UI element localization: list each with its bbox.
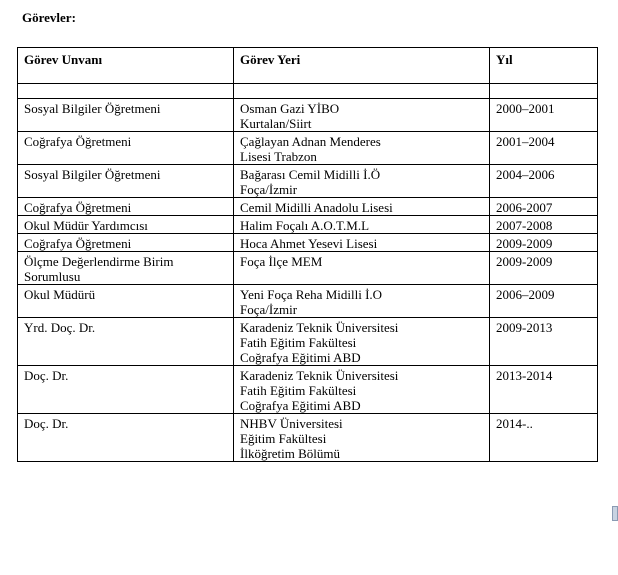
cell-title — [18, 165, 234, 198]
duties-table-body — [18, 84, 598, 462]
cell-year: 2001–2004 — [490, 132, 598, 165]
cell-title — [18, 252, 234, 285]
cell-title-line: Sosyal Bilgiler Öğretmeni — [24, 101, 161, 116]
cell-title-line: Sorumlusu — [24, 269, 81, 284]
table-row — [18, 99, 598, 132]
cell-title-line: Okul Müdürü — [24, 287, 96, 302]
cell-title-line: Coğrafya Öğretmeni — [24, 236, 132, 251]
cell-title — [18, 234, 234, 252]
cell-place-line: Cemil Midilli Anadolu Lisesi — [240, 200, 393, 215]
cell-year: 2009-2013 — [490, 318, 598, 366]
cell-place-line: NHBV Üniversitesi — [240, 416, 343, 431]
cell-place — [234, 198, 490, 216]
cell-place — [234, 132, 490, 165]
table-row — [18, 234, 598, 252]
table-row — [18, 366, 598, 414]
cell-title — [18, 414, 234, 462]
cell-place-line: Halim Foçalı A.O.T.M.L — [240, 218, 370, 233]
cell-title-line: Sosyal Bilgiler Öğretmeni — [24, 167, 161, 182]
cell-place — [234, 318, 490, 366]
table-row — [18, 318, 598, 366]
cell-year: 2006-2007 — [490, 198, 598, 216]
cell-year: 2006–2009 — [490, 285, 598, 318]
table-row — [18, 285, 598, 318]
cell-place — [234, 234, 490, 252]
cell-place-line: Fatih Eğitim Fakültesi — [240, 335, 357, 350]
cell-title-line: Yrd. Doç. Dr. — [24, 320, 96, 335]
cell-place — [234, 285, 490, 318]
cell-title-line: Doç. Dr. — [24, 416, 69, 431]
spacer-cell — [18, 84, 234, 99]
section-title: Görevler: — [22, 10, 76, 25]
spacer-cell — [234, 84, 490, 99]
scroll-handle[interactable] — [612, 506, 618, 521]
cell-place-line: Yeni Foça Reha Midilli İ.O — [240, 287, 383, 302]
cell-title — [18, 216, 234, 234]
cell-place-line: Karadeniz Teknik Üniversitesi — [240, 320, 399, 335]
table-row — [18, 414, 598, 462]
cell-place — [234, 366, 490, 414]
cell-title-line: Ölçme Değerlendirme Birim — [24, 254, 174, 269]
table-header-row — [18, 48, 598, 84]
cell-place-line: Coğrafya Eğitimi ABD — [240, 398, 361, 413]
cell-place-line: Hoca Ahmet Yesevi Lisesi — [240, 236, 378, 251]
cell-year: 2000–2001 — [490, 99, 598, 132]
cell-place-line: Çağlayan Adnan Menderes — [240, 134, 381, 149]
cell-title — [18, 198, 234, 216]
cell-place-line: Coğrafya Eğitimi ABD — [240, 350, 361, 365]
table-row — [18, 132, 598, 165]
cell-place-line: Osman Gazi YİBO — [240, 101, 340, 116]
cell-place — [234, 216, 490, 234]
header-year: Yıl — [490, 48, 598, 84]
cell-place-line: Bağarası Cemil Midilli İ.Ö — [240, 167, 381, 182]
cell-title-line: Okul Müdür Yardımcısı — [24, 218, 148, 233]
cell-place-line: Foça/İzmir — [240, 182, 298, 197]
header-title: Görev Unvanı — [18, 48, 234, 84]
spacer-cell — [490, 84, 598, 99]
cell-place — [234, 414, 490, 462]
cell-place-line: Fatih Eğitim Fakültesi — [240, 383, 357, 398]
cell-title — [18, 99, 234, 132]
cell-title-line: Coğrafya Öğretmeni — [24, 134, 132, 149]
header-place: Görev Yeri — [234, 48, 490, 84]
cell-year: 2004–2006 — [490, 165, 598, 198]
table-row — [18, 216, 598, 234]
cell-title-line: Coğrafya Öğretmeni — [24, 200, 132, 215]
cell-place-line: Karadeniz Teknik Üniversitesi — [240, 368, 399, 383]
cell-place-line: Kurtalan/Siirt — [240, 116, 312, 131]
cell-title — [18, 285, 234, 318]
cell-title-line: Doç. Dr. — [24, 368, 69, 383]
table-row — [18, 198, 598, 216]
cell-place-line: Eğitim Fakültesi — [240, 431, 327, 446]
cell-place-line: Lisesi Trabzon — [240, 149, 317, 164]
table-row — [18, 165, 598, 198]
cell-place-line: Foça/İzmir — [240, 302, 298, 317]
cell-place — [234, 165, 490, 198]
cell-year: 2014-.. — [490, 414, 598, 462]
cell-title — [18, 132, 234, 165]
cell-year: 2013-2014 — [490, 366, 598, 414]
cell-year: 2007-2008 — [490, 216, 598, 234]
cell-place-line: İlköğretim Bölümü — [240, 446, 341, 461]
duties-table — [17, 47, 598, 462]
cell-place — [234, 99, 490, 132]
cell-year: 2009-2009 — [490, 252, 598, 285]
spacer-row — [18, 84, 598, 99]
table-row — [18, 252, 598, 285]
cell-place — [234, 252, 490, 285]
cell-place-line: Foça İlçe MEM — [240, 254, 323, 269]
cell-year: 2009-2009 — [490, 234, 598, 252]
cell-title — [18, 318, 234, 366]
cell-title — [18, 366, 234, 414]
